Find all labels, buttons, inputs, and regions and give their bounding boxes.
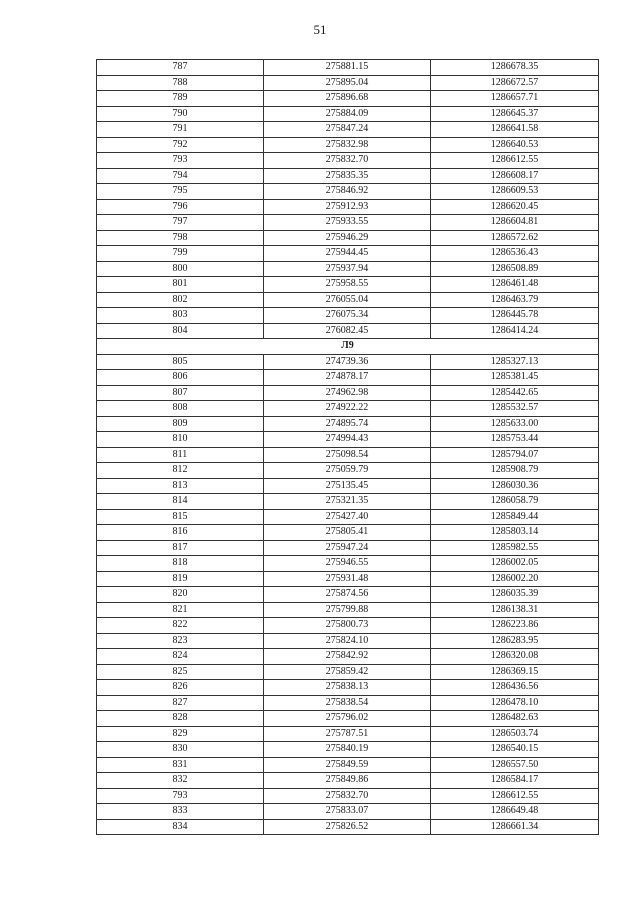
x-coordinate-cell: 275847.24 — [264, 122, 431, 138]
point-number-cell: 800 — [97, 261, 264, 277]
point-number-cell: 792 — [97, 137, 264, 153]
x-coordinate-cell: 275931.48 — [264, 571, 431, 587]
table-row — [97, 680, 599, 696]
section-title: Л9 — [97, 339, 599, 355]
x-coordinate-cell: 275896.68 — [264, 91, 431, 107]
table-row — [97, 401, 599, 417]
point-number-cell: 797 — [97, 215, 264, 231]
point-number-cell: 834 — [97, 819, 264, 835]
table-row — [97, 463, 599, 479]
y-coordinate-cell: 1286612.55 — [431, 788, 599, 804]
x-coordinate-cell: 275846.92 — [264, 184, 431, 200]
x-coordinate-cell: 275098.54 — [264, 447, 431, 463]
x-coordinate-cell: 275826.52 — [264, 819, 431, 835]
x-coordinate-cell: 274895.74 — [264, 416, 431, 432]
point-number-cell: 820 — [97, 587, 264, 603]
table-row — [97, 773, 599, 789]
y-coordinate-cell: 1286002.05 — [431, 556, 599, 572]
y-coordinate-cell: 1285633.00 — [431, 416, 599, 432]
table-row — [97, 726, 599, 742]
x-coordinate-cell: 275937.94 — [264, 261, 431, 277]
table-row — [97, 525, 599, 541]
x-coordinate-cell: 275840.19 — [264, 742, 431, 758]
point-number-cell: 821 — [97, 602, 264, 618]
table-row — [97, 742, 599, 758]
table-row — [97, 540, 599, 556]
y-coordinate-cell: 1286612.55 — [431, 153, 599, 169]
y-coordinate-cell: 1286557.50 — [431, 757, 599, 773]
x-coordinate-cell: 275832.98 — [264, 137, 431, 153]
y-coordinate-cell: 1286002.20 — [431, 571, 599, 587]
table-row — [97, 788, 599, 804]
x-coordinate-cell: 274994.43 — [264, 432, 431, 448]
x-coordinate-cell: 275796.02 — [264, 711, 431, 727]
x-coordinate-cell: 275946.55 — [264, 556, 431, 572]
point-number-cell: 794 — [97, 168, 264, 184]
x-coordinate-cell: 275059.79 — [264, 463, 431, 479]
y-coordinate-cell: 1286445.78 — [431, 308, 599, 324]
y-coordinate-cell: 1286649.48 — [431, 804, 599, 820]
y-coordinate-cell: 1286035.39 — [431, 587, 599, 603]
x-coordinate-cell: 275946.29 — [264, 230, 431, 246]
y-coordinate-cell: 1286478.10 — [431, 695, 599, 711]
point-number-cell: 801 — [97, 277, 264, 293]
y-coordinate-cell: 1286058.79 — [431, 494, 599, 510]
y-coordinate-cell: 1285532.57 — [431, 401, 599, 417]
point-number-cell: 817 — [97, 540, 264, 556]
x-coordinate-cell: 275849.59 — [264, 757, 431, 773]
point-number-cell: 810 — [97, 432, 264, 448]
table-row — [97, 153, 599, 169]
point-number-cell: 805 — [97, 354, 264, 370]
table-row — [97, 308, 599, 324]
table-row — [97, 75, 599, 91]
y-coordinate-cell: 1286482.63 — [431, 711, 599, 727]
table-row — [97, 323, 599, 339]
y-coordinate-cell: 1286608.17 — [431, 168, 599, 184]
table-row — [97, 571, 599, 587]
y-coordinate-cell: 1286503.74 — [431, 726, 599, 742]
point-number-cell: 824 — [97, 649, 264, 665]
point-number-cell: 822 — [97, 618, 264, 634]
y-coordinate-cell: 1286657.71 — [431, 91, 599, 107]
x-coordinate-cell: 275800.73 — [264, 618, 431, 634]
y-coordinate-cell: 1286463.79 — [431, 292, 599, 308]
table-row — [97, 277, 599, 293]
y-coordinate-cell: 1285381.45 — [431, 370, 599, 386]
table-row — [97, 478, 599, 494]
x-coordinate-cell: 275947.24 — [264, 540, 431, 556]
x-coordinate-cell: 275833.07 — [264, 804, 431, 820]
x-coordinate-cell: 275881.15 — [264, 60, 431, 76]
point-number-cell: 818 — [97, 556, 264, 572]
point-number-cell: 833 — [97, 804, 264, 820]
y-coordinate-cell: 1286672.57 — [431, 75, 599, 91]
table-row — [97, 416, 599, 432]
table-row — [97, 649, 599, 665]
point-number-cell: 819 — [97, 571, 264, 587]
point-number-cell: 803 — [97, 308, 264, 324]
x-coordinate-cell: 276055.04 — [264, 292, 431, 308]
y-coordinate-cell: 1286661.34 — [431, 819, 599, 835]
point-number-cell: 825 — [97, 664, 264, 680]
y-coordinate-cell: 1285982.55 — [431, 540, 599, 556]
table-row — [97, 230, 599, 246]
y-coordinate-cell: 1286620.45 — [431, 199, 599, 215]
point-number-cell: 809 — [97, 416, 264, 432]
y-coordinate-cell: 1286609.53 — [431, 184, 599, 200]
y-coordinate-cell: 1286320.08 — [431, 649, 599, 665]
x-coordinate-cell: 275321.35 — [264, 494, 431, 510]
point-number-cell: 793 — [97, 153, 264, 169]
point-number-cell: 831 — [97, 757, 264, 773]
y-coordinate-cell: 1286414.24 — [431, 323, 599, 339]
x-coordinate-cell: 275842.92 — [264, 649, 431, 665]
table-row — [97, 354, 599, 370]
point-number-cell: 795 — [97, 184, 264, 200]
point-number-cell: 793 — [97, 788, 264, 804]
y-coordinate-cell: 1285327.13 — [431, 354, 599, 370]
table-row — [97, 618, 599, 634]
point-number-cell: 796 — [97, 199, 264, 215]
point-number-cell: 823 — [97, 633, 264, 649]
table-row — [97, 509, 599, 525]
table-row — [97, 494, 599, 510]
point-number-cell: 811 — [97, 447, 264, 463]
table-row — [97, 370, 599, 386]
table-row — [97, 587, 599, 603]
y-coordinate-cell: 1285794.07 — [431, 447, 599, 463]
point-number-cell: 816 — [97, 525, 264, 541]
x-coordinate-cell: 275944.45 — [264, 246, 431, 262]
y-coordinate-cell: 1286678.35 — [431, 60, 599, 76]
table-row — [97, 804, 599, 820]
x-coordinate-cell: 275838.54 — [264, 695, 431, 711]
table-row — [97, 215, 599, 231]
table-row — [97, 633, 599, 649]
y-coordinate-cell: 1286604.81 — [431, 215, 599, 231]
table-row — [97, 261, 599, 277]
y-coordinate-cell: 1286508.89 — [431, 261, 599, 277]
x-coordinate-cell: 275427.40 — [264, 509, 431, 525]
table-row — [97, 432, 599, 448]
table-row — [97, 168, 599, 184]
y-coordinate-cell: 1286536.43 — [431, 246, 599, 262]
point-number-cell: 812 — [97, 463, 264, 479]
x-coordinate-cell: 275135.45 — [264, 478, 431, 494]
point-number-cell: 798 — [97, 230, 264, 246]
point-number-cell: 790 — [97, 106, 264, 122]
point-number-cell: 799 — [97, 246, 264, 262]
x-coordinate-cell: 275824.10 — [264, 633, 431, 649]
table-row — [97, 91, 599, 107]
table-row — [97, 711, 599, 727]
x-coordinate-cell: 274878.17 — [264, 370, 431, 386]
x-coordinate-cell: 276075.34 — [264, 308, 431, 324]
y-coordinate-cell: 1286223.86 — [431, 618, 599, 634]
point-number-cell: 826 — [97, 680, 264, 696]
x-coordinate-cell: 275958.55 — [264, 277, 431, 293]
y-coordinate-cell: 1286540.15 — [431, 742, 599, 758]
x-coordinate-cell: 275787.51 — [264, 726, 431, 742]
table-row — [97, 199, 599, 215]
point-number-cell: 802 — [97, 292, 264, 308]
y-coordinate-cell: 1286436.56 — [431, 680, 599, 696]
point-number-cell: 829 — [97, 726, 264, 742]
y-coordinate-cell: 1286641.58 — [431, 122, 599, 138]
y-coordinate-cell: 1286283.95 — [431, 633, 599, 649]
y-coordinate-cell: 1286461.48 — [431, 277, 599, 293]
point-number-cell: 813 — [97, 478, 264, 494]
y-coordinate-cell: 1286640.53 — [431, 137, 599, 153]
x-coordinate-cell: 275835.35 — [264, 168, 431, 184]
x-coordinate-cell: 275874.56 — [264, 587, 431, 603]
table-row — [97, 819, 599, 835]
x-coordinate-cell: 276082.45 — [264, 323, 431, 339]
point-number-cell: 789 — [97, 91, 264, 107]
y-coordinate-cell: 1285753.44 — [431, 432, 599, 448]
table-row — [97, 385, 599, 401]
y-coordinate-cell: 1285442.65 — [431, 385, 599, 401]
point-number-cell: 832 — [97, 773, 264, 789]
x-coordinate-cell: 274922.22 — [264, 401, 431, 417]
x-coordinate-cell: 275884.09 — [264, 106, 431, 122]
x-coordinate-cell: 275799.88 — [264, 602, 431, 618]
y-coordinate-cell: 1285908.79 — [431, 463, 599, 479]
table-row — [97, 122, 599, 138]
x-coordinate-cell: 275832.70 — [264, 153, 431, 169]
x-coordinate-cell: 275805.41 — [264, 525, 431, 541]
section-row — [97, 339, 599, 355]
coordinates-table — [96, 59, 599, 835]
y-coordinate-cell: 1286584.17 — [431, 773, 599, 789]
x-coordinate-cell: 275895.04 — [264, 75, 431, 91]
point-number-cell: 788 — [97, 75, 264, 91]
coordinates-table-body — [97, 60, 599, 835]
table-row — [97, 757, 599, 773]
x-coordinate-cell: 275849.86 — [264, 773, 431, 789]
x-coordinate-cell: 275838.13 — [264, 680, 431, 696]
x-coordinate-cell: 274739.36 — [264, 354, 431, 370]
table-row — [97, 292, 599, 308]
point-number-cell: 787 — [97, 60, 264, 76]
point-number-cell: 791 — [97, 122, 264, 138]
point-number-cell: 828 — [97, 711, 264, 727]
page-number: 51 — [313, 22, 327, 37]
point-number-cell: 807 — [97, 385, 264, 401]
x-coordinate-cell: 275912.93 — [264, 199, 431, 215]
point-number-cell: 806 — [97, 370, 264, 386]
table-row — [97, 246, 599, 262]
point-number-cell: 804 — [97, 323, 264, 339]
table-row — [97, 447, 599, 463]
table-row — [97, 106, 599, 122]
table-row — [97, 184, 599, 200]
x-coordinate-cell: 274962.98 — [264, 385, 431, 401]
table-row — [97, 602, 599, 618]
point-number-cell: 815 — [97, 509, 264, 525]
point-number-cell: 830 — [97, 742, 264, 758]
table-row — [97, 556, 599, 572]
y-coordinate-cell: 1286030.36 — [431, 478, 599, 494]
x-coordinate-cell: 275832.70 — [264, 788, 431, 804]
table-row — [97, 695, 599, 711]
y-coordinate-cell: 1286138.31 — [431, 602, 599, 618]
x-coordinate-cell: 275933.55 — [264, 215, 431, 231]
y-coordinate-cell: 1286572.62 — [431, 230, 599, 246]
y-coordinate-cell: 1285849.44 — [431, 509, 599, 525]
table-row — [97, 60, 599, 76]
point-number-cell: 827 — [97, 695, 264, 711]
table-row — [97, 137, 599, 153]
y-coordinate-cell: 1286645.37 — [431, 106, 599, 122]
point-number-cell: 814 — [97, 494, 264, 510]
y-coordinate-cell: 1286369.15 — [431, 664, 599, 680]
y-coordinate-cell: 1285803.14 — [431, 525, 599, 541]
table-row — [97, 664, 599, 680]
x-coordinate-cell: 275859.42 — [264, 664, 431, 680]
point-number-cell: 808 — [97, 401, 264, 417]
